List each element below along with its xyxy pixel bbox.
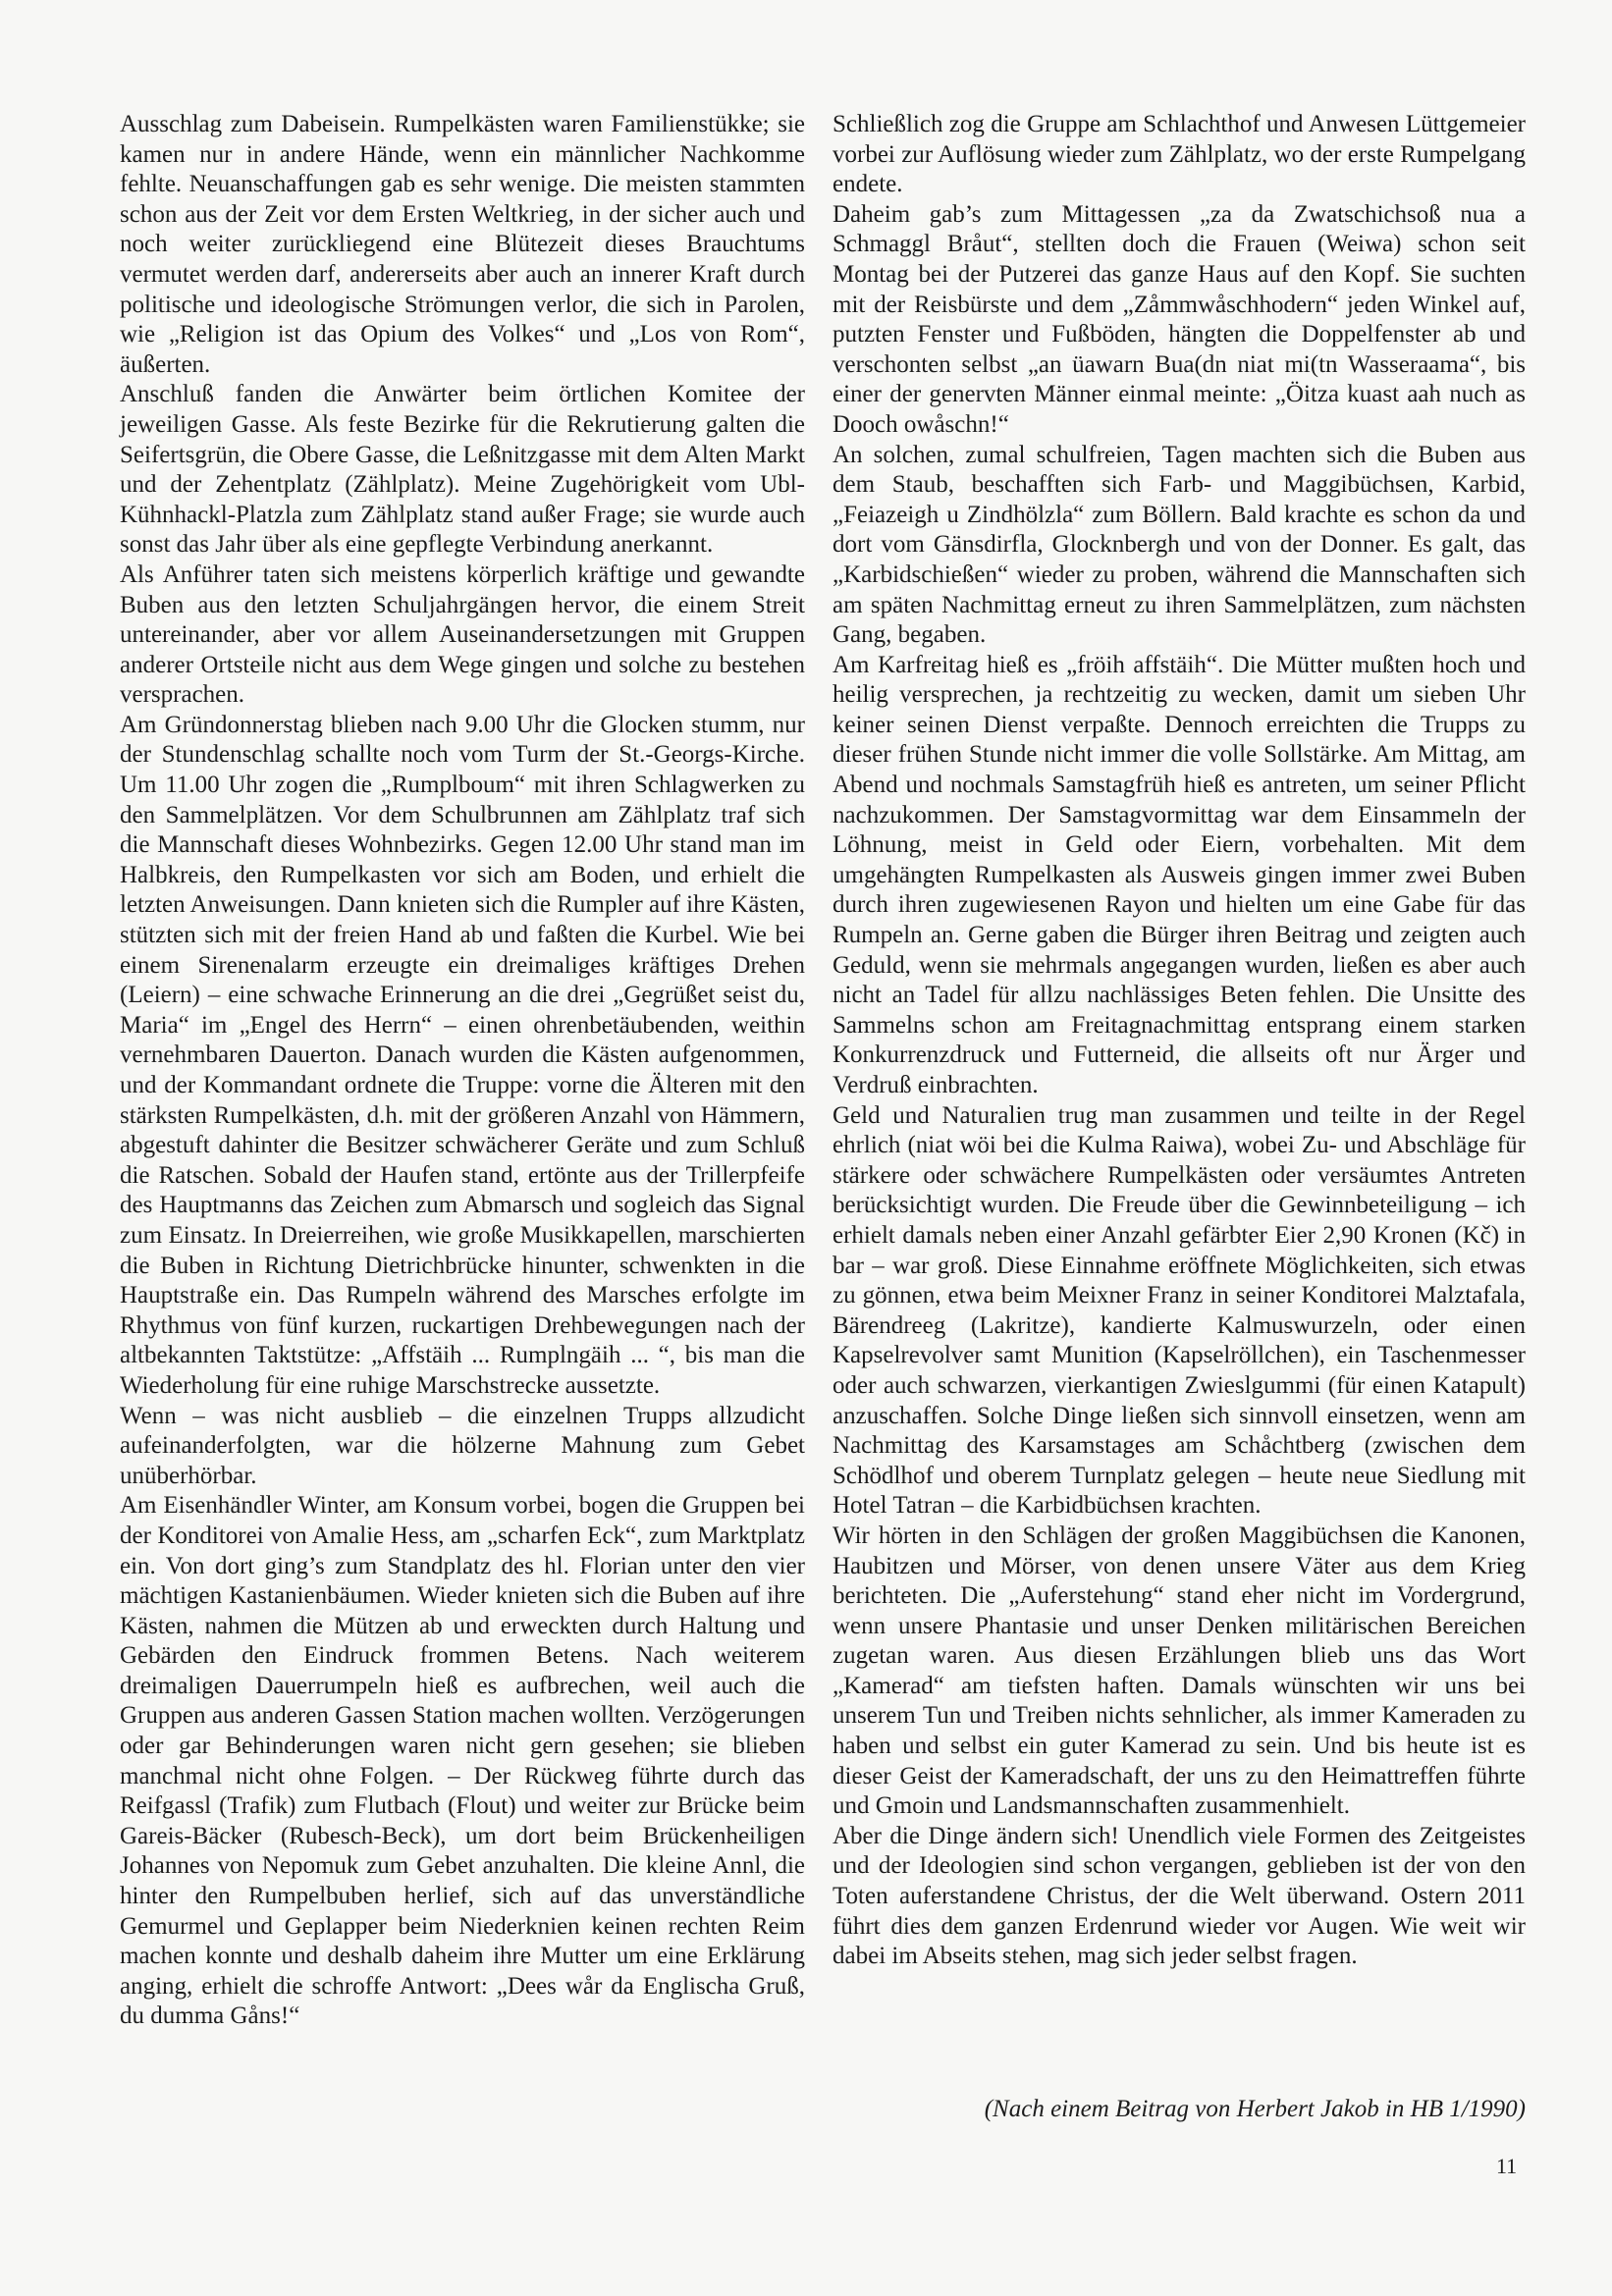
paragraph: Aber die Dinge ändern sich! Unendlich viele Formen des Zeitgeistes und der Ideologien sind schon vergangen, geblieben ist der von den Toten auferstandene Christus, der die Welt überwand. Ostern 2011 führt dies dem ganzen Erdenrund wieder vor Augen. Wie weit wir dabei im Abseits stehen, mag sich jeder selbst fragen. <box>833 1822 1526 1970</box>
page-number: 11 <box>1496 2154 1518 2178</box>
paragraph: Wir hörten in den Schlägen der großen Maggibüchsen die Kanonen, Haubitzen und Mörser, von denen unsere Väter aus dem Krieg berichteten. Die „Auferstehung“ stand eher nicht im Vordergrund, wenn unsere Phantasie und unser Denken militärischen Bereichen zugetan waren. Aus diesen Erzählungen blieb uns das Wort „Kamerad“ am tiefsten haften. Damals wünschten wir uns bei unserem Tun und Treiben nichts sehnlicher, als immer Kameraden zu haben und selbst ein guter Kamerad zu sein. Und bis heute ist es dieser Geist der Kameradschaft, der uns zu den Heimattreffen führte und Gmoin und Landsmannschaften zusammenhielt. <box>833 1522 1526 1820</box>
paragraph: Schließlich zog die Gruppe am Schlachthof und Anwesen Lüttgemeier vorbei zur Auflösung wieder zum Zählplatz, wo der erste Rumpelgang endete. <box>833 111 1526 198</box>
paragraph: Am Gründonnerstag blieben nach 9.00 Uhr die Glocken stumm, nur der Stundenschlag schallte noch vom Turm der St.-Georgs-Kirche. Um 11.00 Uhr zogen die „Rumplboum“ mit ihren Schlagwerken zu den Sammelplätzen. Vor dem Schulbrunnen am Zählplatz traf sich die Mannschaft dieses Wohnbezirks. Gegen 12.00 Uhr stand man im Halbkreis, den Rumpelkasten vor sich am Boden, und erhielt die letzten Anweisungen. Dann knieten sich die Rumpler auf ihre Kästen, stützten sich mit der freien Hand ab und faßten die Kurbel. Wie bei einem Sirenenalarm erzeugte ein dreimaliges kräftiges Drehen (Leiern) – eine schwache Erinnerung an die drei „Gegrüßet seist du, Maria“ im „Engel des Herrn“ – einen ohrenbetäubenden, weithin vernehmbaren Dauerton. Danach wurden die Kästen aufgenommen, und der Kommandant ordnete die Truppe: vorne die Älteren mit den stärksten Rumpelkästen, d.h. mit der größeren Anzahl von Hämmern, abgestuft dahinter die Besitzer schwächerer Geräte und zum Schluß die Ratschen. Sobald der Haufen stand, ertönte aus der Trillerpfeife des Hauptmanns das Zeichen zum Abmarsch und sogleich das Signal zum Einsatz. In Dreierreihen, wie große Musikkapellen, marschierten die Buben in Richtung Dietrichbrücke hinunter, schwenkten in die Hauptstraße ein. Das Rumpeln während des Marsches erfolgte im Rhythmus von fünf kurzen, ruckartigen Drehbewegungen nach der altbekannten Taktstütze: „Affstäih ... Rumplngäih ... “, bis man die Wiederholung für eine ruhige Marschstrecke aussetzte. <box>120 711 805 1399</box>
paragraph: Am Eisenhändler Winter, am Konsum vorbei, bogen die Gruppen bei der Konditorei von Amalie Hess, am „scharfen Eck“, zum Marktplatz ein. Von dort ging’s zum Standplatz des hl. Florian unter den vier mächtigen Kastanienbäumen. Wieder knieten sich die Buben auf ihre Kästen, nahmen die Mützen ab und erweckten durch Haltung und Gebärden den Eindruck frommen Betens. Nach weiterem dreimaligen Dauerrumpeln hieß es aufbrechen, weil auch die Gruppen aus anderen Gassen Station machen wollten. Verzögerungen oder gar Behinderungen waren nicht gern gesehen; sie blieben manchmal nicht ohne Folgen. – Der Rückweg führte durch das Reifgassl (Trafik) zum Flutbach (Flout) und weiter zur Brücke beim Gareis-Bäcker (Rubesch-Beck), um dort beim Brückenheiligen Johannes von Nepomuk zum Gebet anzuhalten. Die kleine Annl, die hinter den Rumpelbuben herlief, sich auf das unverständliche Gemurmel und Geplapper beim Niederknien keinen rechten Reim machen konnte und deshalb daheim ihre Mutter um eine Erklärung anging, erhielt die schroffe Antwort: „Dees wår da Englischa Gruß, du dumma Gåns!“ <box>120 1492 805 2030</box>
paragraph: Als Anführer taten sich meistens körperlich kräftige und gewandte Buben aus den letzten Schuljahrgängen hervor, die einem Streit untereinander, aber vor allem Auseinandersetzungen mit Gruppen anderer Ortsteile nicht aus dem Wege gingen und solche zu bestehen versprachen. <box>120 561 805 709</box>
paragraph: Anschluß fanden die Anwärter beim örtlichen Komitee der jeweiligen Gasse. Als feste Bezirke für die Rekrutierung galten die Seifertsgrün, die Obere Gasse, die Leßnitzgasse mit dem Alten Markt und der Zehentplatz (Zählplatz). Meine Zugehörigkeit vom Ubl-Kühnhackl-Platzla zum Zählplatz stand außer Frage; sie wurde auch sonst das Jahr über als eine gepflegte Verbindung anerkannt. <box>120 381 805 559</box>
paragraph: Am Karfreitag hieß es „fröih affstäih“. Die Mütter mußten hoch und heilig versprechen, ja rechtzeitig zu wecken, damit um sieben Uhr keiner seinen Dienst verpaßte. Dennoch erreichten die Trupps zu dieser frühen Stunde nicht immer die volle Sollstärke. Am Mittag, am Abend und nochmals Samstagfrüh hieß es antreten, um seiner Pflicht nachzukommen. Der Samstagvormittag war dem Einsammeln der Löhnung, meist in Geld oder Eiern, vorbehalten. Mit dem umgehängten Rumpelkasten als Ausweis gingen immer zwei Buben durch ihren zugewiesenen Rayon und hielten um eine Gabe für das Rumpeln an. Gerne gaben die Bürger ihren Beitrag und zeigten auch Geduld, wenn sie mehrmals angegangen wurden, ließen es aber auch nicht an Tadel für allzu nachlässiges Beten fehlen. Die Unsitte des Sammelns schon am Freitagnachmittag entsprang einem starken Konkurrenzdruck und Futterneid, die allseits oft nur Ärger und Verdruß einbrachten. <box>833 651 1526 1098</box>
paragraph: Wenn – was nicht ausblieb – die einzelnen Trupps allzudicht aufeinanderfolgten, war die hölzerne Mahnung zum Gebet unüberhörbar. <box>120 1402 805 1489</box>
source-attribution: (Nach einem Beitrag von Herbert Jakob in HB 1/1990) <box>984 2096 1526 2122</box>
left-column <box>120 110 805 2032</box>
right-column <box>833 110 1526 1972</box>
paragraph: Ausschlag zum Dabeisein. Rumpelkästen waren Familienstükke; sie kamen nur in andere Hände, wenn ein männlicher Nachkomme fehlte. Neuanschaffungen gab es sehr wenige. Die meisten stammten schon aus der Zeit vor dem Ersten Weltkrieg, in der sicher auch und noch weiter zurückliegend eine Blütezeit dieses Brauchtums vermutet werden darf, andererseits aber auch an innerer Kraft durch politische und ideologische Strömungen verlor, die sich in Parolen, wie „Religion ist das Opium des Volkes“ und „Los von Rom“, äußerten. <box>120 111 805 378</box>
paragraph: Geld und Naturalien trug man zusammen und teilte in der Regel ehrlich (niat wöi bei die Kulma Raiwa), wobei Zu- und Abschläge für stärkere oder schwächere Rumpelkästen oder versäumtes Antreten berücksichtigt wurden. Die Freude über die Gewinnbeteiligung – ich erhielt damals neben einer Anzahl gefärbter Eier 2,90 Kronen (Kč) in bar – war groß. Diese Einnahme eröffnete Möglichkeiten, sich etwas zu gönnen, etwa beim Meixner Franz in seiner Konditorei Malztafala, Bärendreeg (Lakritze), kandierte Kalmuswurzeln, oder einen Kapselrevolver samt Munition (Kapselröllchen), ein Taschenmesser oder auch schwarzen, vierkantigen Zwieslgummi (für einen Katapult) anzuschaffen. Solche Dinge ließen sich sinnvoll einsetzen, wenn am Nachmittag des Karsamstages am Schåchtberg (zwischen dem Schödlhof und oberem Turnplatz gelegen – heute neue Siedlung mit Hotel Tatran – die Karbidbüchsen krachten. <box>833 1101 1526 1520</box>
paragraph: Daheim gab’s zum Mittagessen „za da Zwatschichsoß nua a Schmaggl Bråut“, stellten doch die Frauen (Weiwa) schon seit Montag bei der Putzerei das ganze Haus auf den Kopf. Sie suchten mit der Reisbürste und dem „Zåmmwåschhodern“ jeden Winkel auf, putzten Fenster und Fußböden, hängten die Doppelfenster ab und verschonten selbst „an üawarn Bua(dn niat mi(tn Wasseraama“, bis einer der genervten Männer einmal meinte: „Öitza kuast aah nuch as Dooch owåschn!“ <box>833 200 1526 438</box>
paragraph: An solchen, zumal schulfreien, Tagen machten sich die Buben aus dem Staub, beschafften sich Farb- und Maggibüchsen, Karbid, „Feiazeigh u Zindhölzla“ zum Böllern. Bald krachte es schon da und dort vom Gänsdirfla, Glocknbergh und von der Donner. Es galt, das „Karbidschießen“ wieder zu proben, während die Mannschaften sich am späten Nachmittag erneut zu ihren Sammelplätzen, zum nächsten Gang, begaben. <box>833 441 1526 649</box>
